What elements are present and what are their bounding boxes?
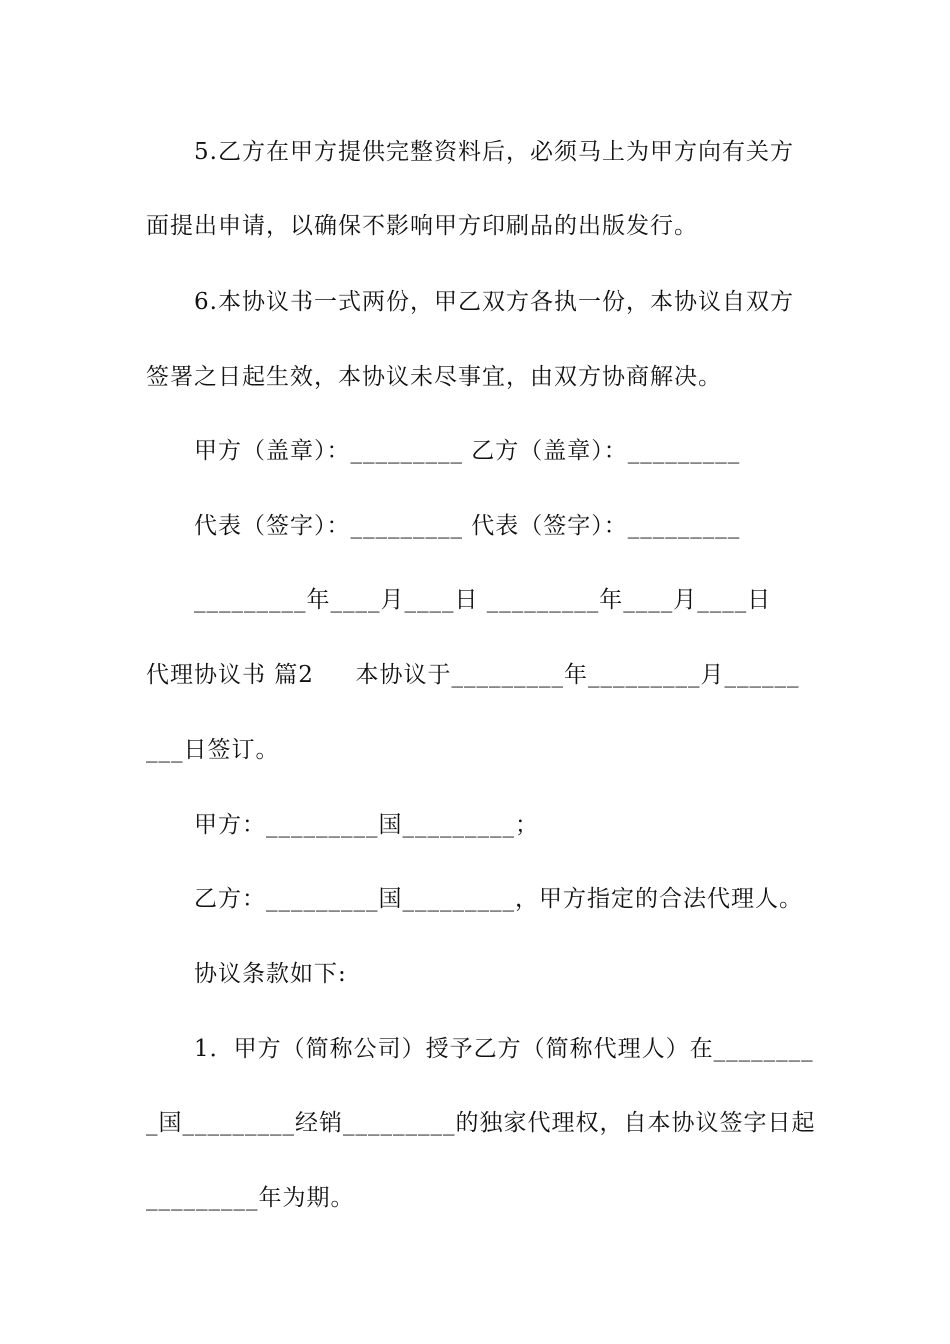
term-1-line-2: _国_________经销_________的独家代理权，自本协议签字日起 bbox=[146, 1110, 816, 1136]
date-line: _________年____月____日 _________年____月____日 bbox=[194, 587, 772, 613]
term-1-line-3: _________年为期。 bbox=[146, 1185, 355, 1211]
signature-line: 代表（签字）：_________ 代表（签字）：_________ bbox=[194, 513, 741, 539]
paragraph-6-line-1: 6.本协议书一式两份，甲乙双方各执一份，本协议自双方 bbox=[194, 289, 794, 315]
paragraph-5-line-2: 面提出申请，以确保不影响甲方印刷品的出版发行。 bbox=[146, 213, 698, 239]
party-a-line: 甲方：_________国_________； bbox=[194, 812, 539, 838]
terms-heading: 协议条款如下: bbox=[194, 961, 347, 987]
term-1-line-1: 1．甲方（简称公司）授予乙方（简称代理人）在________ bbox=[194, 1036, 814, 1062]
seal-line: 甲方（盖章）：_________ 乙方（盖章）：_________ bbox=[194, 438, 741, 464]
section-2-heading-line: 代理协议书 篇2 本协议于_________年_________月______ bbox=[146, 662, 800, 688]
paragraph-5-line-1: 5.乙方在甲方提供完整资料后，必须马上为甲方向有关方 bbox=[194, 139, 794, 165]
paragraph-6-line-2: 签署之日起生效，本协议未尽事宜，由双方协商解决。 bbox=[146, 364, 722, 390]
section-2-date-continuation: ___日签订。 bbox=[146, 737, 280, 763]
party-b-line: 乙方：_________国_________，甲方指定的合法代理人。 bbox=[194, 886, 803, 912]
